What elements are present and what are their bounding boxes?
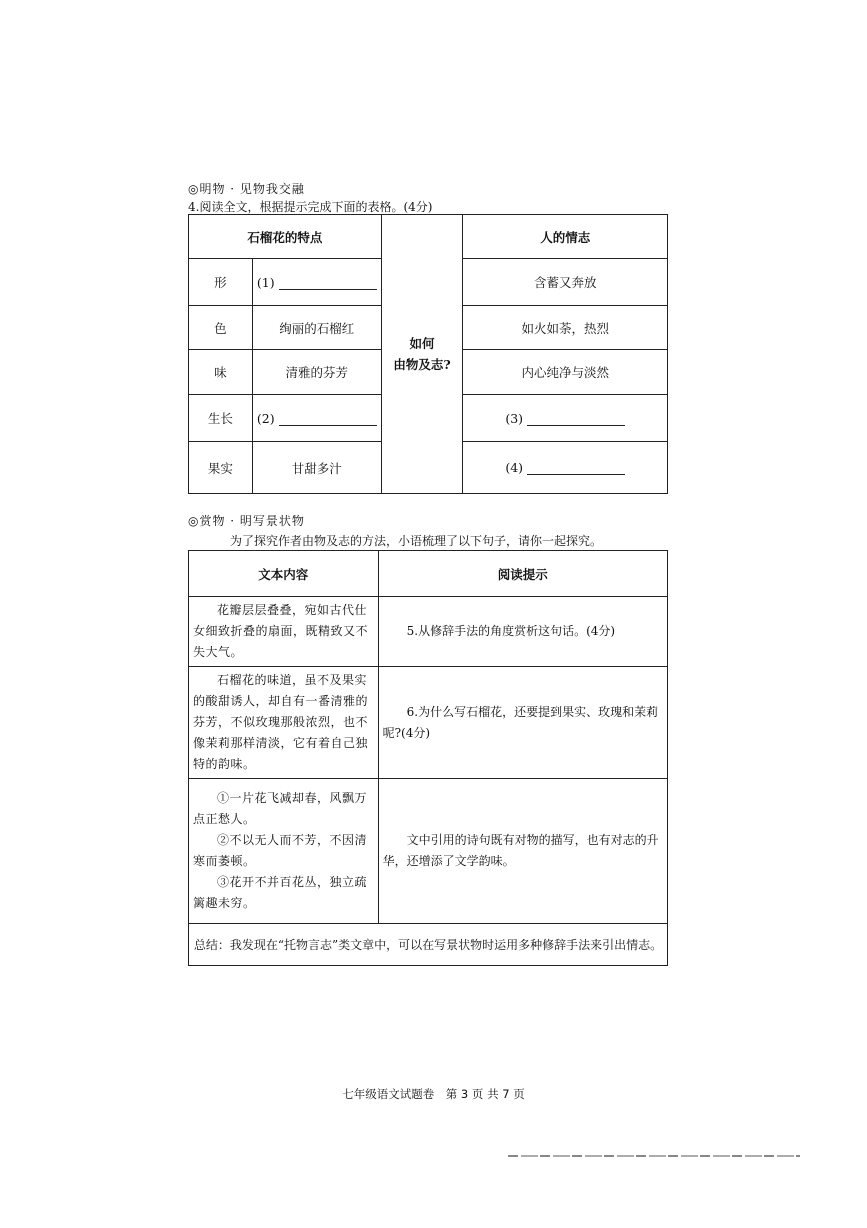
- text-analysis-table: [188, 550, 668, 966]
- question-4: 4.阅读全文，根据提示完成下面的表格。(4分): [188, 200, 433, 214]
- poem-line-3: ③花开不并百花丛，独立疏篱趣未穷。: [193, 875, 368, 910]
- answer-blank-3[interactable]: [527, 425, 625, 426]
- blank-2-label: (2): [256, 410, 275, 426]
- attr-cell: 果实: [189, 442, 253, 494]
- middle-question-cell: [381, 215, 463, 494]
- blank-1-cell[interactable]: [252, 259, 381, 306]
- attr-cell: 生长: [189, 395, 253, 442]
- emotion-cell: 含蓄又奔放: [463, 259, 668, 306]
- attr-cell: 味: [189, 350, 253, 395]
- reading-hint-6: 6.为什么写石榴花，还要提到果实、玫瑰和茉莉呢?(4分): [378, 667, 667, 779]
- reading-hint-3: 文中引用的诗句既有对物的描写，也有对志的升华，还增添了文学韵味。: [378, 779, 667, 924]
- text-content-3: [189, 779, 379, 924]
- attr-cell: 色: [189, 306, 253, 350]
- section2-title: ◎赏物 · 明写景状物: [188, 514, 305, 528]
- summary-row: 总结：我发现在“托物言志”类文章中，可以在写景状物时运用多种修辞手法来引出情志。: [189, 924, 668, 966]
- text-content-2: 石榴花的味道，虽不及果实的酸甜诱人，却自有一番清雅的芬芳，不似玫瑰那般浓烈，也不像茉莉那样清淡，它有着自己独特的韵味。: [189, 667, 379, 779]
- header-text-content: 文本内容: [189, 551, 379, 597]
- feature-cell: 绚丽的石榴红: [252, 306, 381, 350]
- header-flower-traits: 石榴花的特点: [189, 215, 382, 259]
- emotion-cell: 如火如荼，热烈: [463, 306, 668, 350]
- blank-3-cell[interactable]: [463, 395, 668, 442]
- emotion-cell: 内心纯净与淡然: [463, 350, 668, 395]
- middle-line-1: 如何: [409, 335, 435, 351]
- feature-cell: 甘甜多汁: [252, 442, 381, 494]
- answer-blank-1[interactable]: [279, 289, 377, 290]
- flower-trait-table: [188, 214, 668, 494]
- attr-cell: 形: [189, 259, 253, 306]
- poem-line-1: ①一片花飞减却春，风飘万点正愁人。: [193, 791, 368, 826]
- poem-line-2: ②不以无人而不芳，不因清寒而萎顿。: [193, 833, 368, 868]
- section2-intro: 为了探究作者由物及志的方法，小语梳理了以下句子，请你一起探究。: [230, 534, 603, 548]
- blank-2-cell[interactable]: [252, 395, 381, 442]
- answer-blank-2[interactable]: [279, 425, 377, 426]
- blank-1-label: (1): [256, 274, 275, 290]
- page-footer: 七年级语文试题卷 第 3 页 共 7 页: [342, 1087, 525, 1101]
- blank-3-label: (3): [505, 410, 524, 426]
- blank-4-cell[interactable]: [463, 442, 668, 494]
- section1-title: ◎明物 · 见物我交融: [188, 182, 305, 196]
- text-content-1: 花瓣层层叠叠，宛如古代仕女细致折叠的扇面，既精致又不失大气。: [189, 597, 379, 667]
- header-reading-hint: 阅读提示: [378, 551, 667, 597]
- reading-hint-5: 5.从修辞手法的角度赏析这句话。(4分): [378, 597, 667, 667]
- answer-blank-4[interactable]: [527, 474, 625, 475]
- middle-line-2: 由物及志?: [393, 357, 451, 372]
- scan-artifact-line: [508, 1155, 800, 1157]
- header-human-emotion: 人的情志: [463, 215, 668, 259]
- blank-4-label: (4): [505, 460, 524, 475]
- feature-cell: 清雅的芬芳: [252, 350, 381, 395]
